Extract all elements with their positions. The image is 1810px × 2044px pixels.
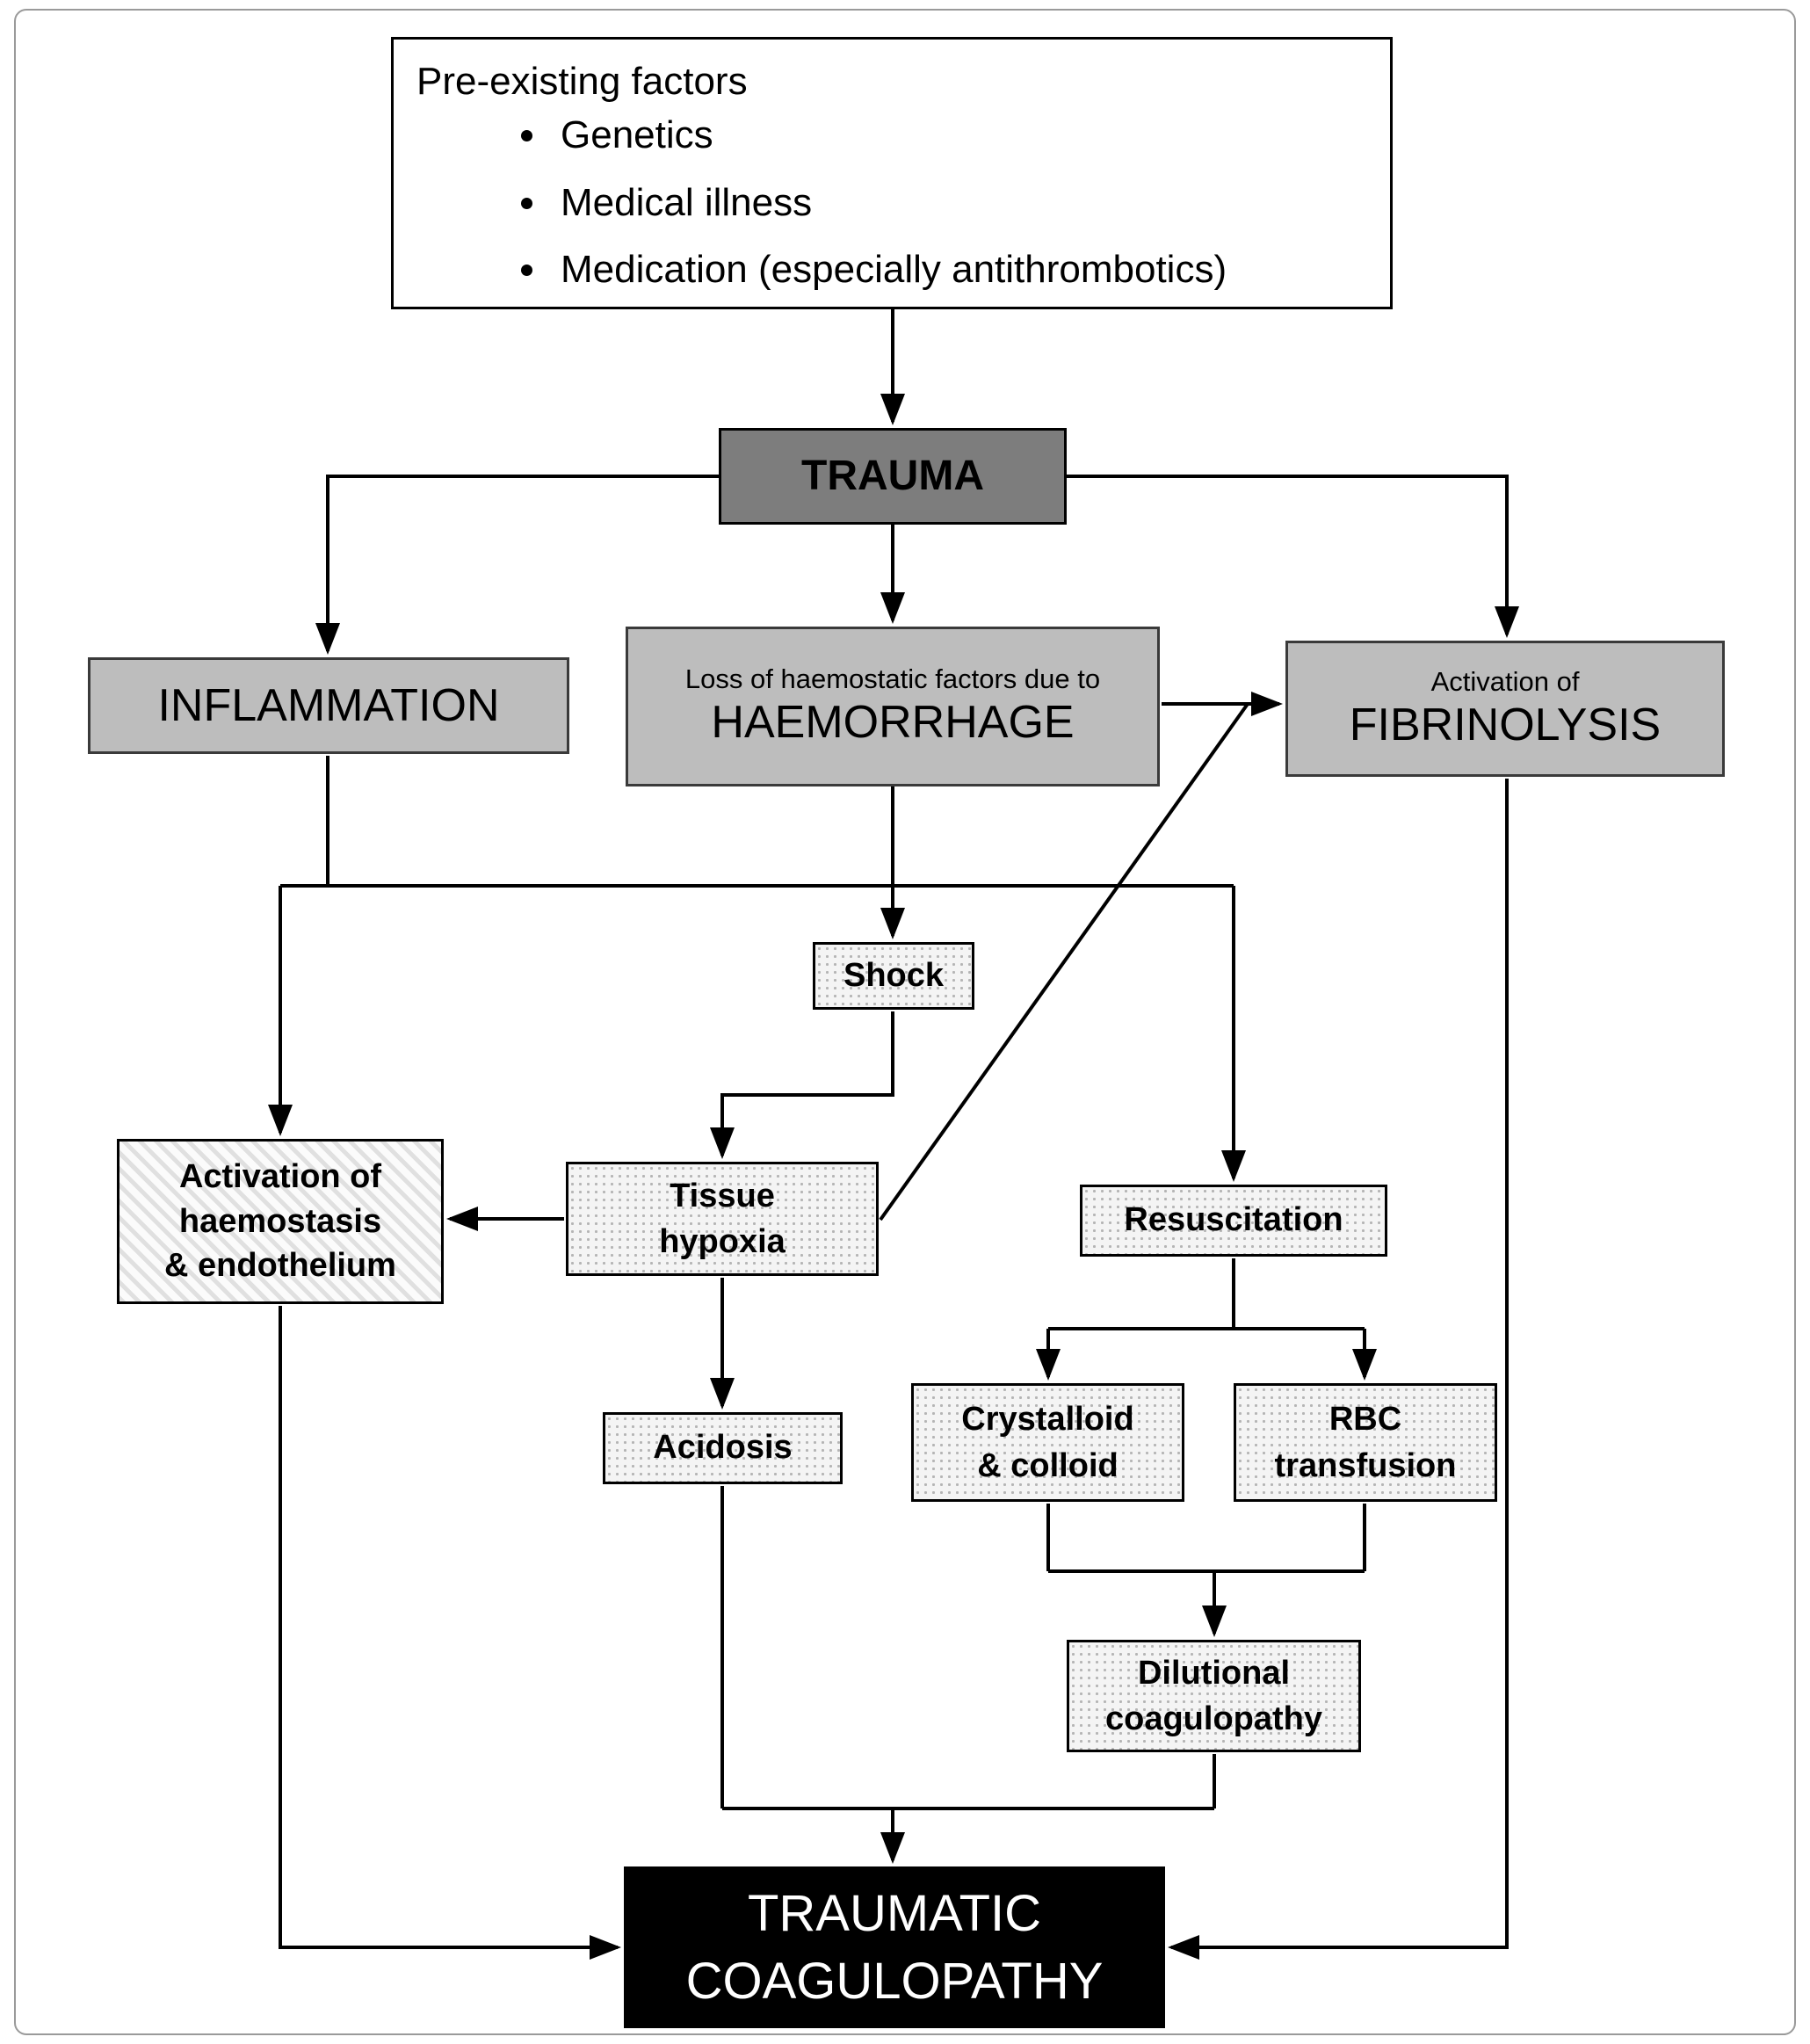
fibrinolysis-label: FIBRINOLYSIS xyxy=(1349,699,1662,750)
resuscitation-label: Resuscitation xyxy=(1124,1201,1343,1239)
traumatic-line2: COAGULOPATHY xyxy=(685,1953,1104,2010)
tissue-hypoxia-box xyxy=(566,1162,879,1276)
haemorrhage-box xyxy=(626,627,1160,786)
haemorrhage-label: HAEMORRHAGE xyxy=(711,697,1075,749)
shock-box xyxy=(813,942,974,1010)
shock-label: Shock xyxy=(843,956,945,994)
acidosis-label: Acidosis xyxy=(653,1429,793,1467)
crystalloid-line2: & colloid xyxy=(977,1446,1119,1484)
trauma-box xyxy=(719,428,1067,525)
activation-line1: Activation of xyxy=(178,1158,382,1196)
activation-haemostasis-box xyxy=(117,1139,444,1304)
inflammation-label: INFLAMMATION xyxy=(157,679,500,731)
arrow-trauma-to-fibrinolysis xyxy=(1065,476,1507,634)
crystalloid-line1: Crystalloid xyxy=(961,1401,1134,1439)
tissue-hypoxia-line1: Tissue xyxy=(670,1177,775,1214)
arrow-fibrinolysis-to-traumatic xyxy=(1171,779,1507,1947)
trauma-label: TRAUMA xyxy=(801,453,984,500)
bullet-medical-illness: • Medical illness xyxy=(550,180,1227,227)
dilutional-line2: coagulopathy xyxy=(1104,1700,1323,1737)
pre-existing-title: Pre-existing factors xyxy=(416,60,748,103)
fibrinolysis-box xyxy=(1285,641,1725,777)
pre-existing-bullet-list xyxy=(416,112,1227,315)
fibrinolysis-subtitle: Activation of xyxy=(1430,665,1580,697)
traumatic-line1: TRAUMATIC xyxy=(747,1884,1041,1942)
activation-line2: haemostasis xyxy=(178,1202,382,1240)
bullet-medication: • Medication (especially antithrombotics) xyxy=(550,247,1227,294)
pre-existing-factors-box xyxy=(391,37,1393,309)
crystalloid-colloid-box xyxy=(911,1383,1184,1502)
tissue-hypoxia-line2: hypoxia xyxy=(659,1223,786,1260)
dilutional-line1: Dilutional xyxy=(1137,1654,1291,1692)
arrow-trauma-to-inflammation xyxy=(328,476,720,651)
resuscitation-box xyxy=(1080,1185,1387,1257)
haemorrhage-subtitle: Loss of haemostatic factors due to xyxy=(684,663,1101,695)
bullet-genetics: • Genetics xyxy=(550,112,1227,159)
inflammation-box xyxy=(88,657,569,754)
arrow-activation-to-traumatic xyxy=(280,1306,618,1947)
traumatic-coagulopathy-box xyxy=(624,1866,1165,2028)
arrow-shock-to-tissue-hypoxia xyxy=(722,1011,893,1156)
rbc-line1: RBC xyxy=(1329,1401,1402,1439)
rbc-transfusion-box xyxy=(1234,1383,1497,1502)
activation-line3: & endothelium xyxy=(164,1247,396,1285)
acidosis-box xyxy=(603,1412,843,1484)
rbc-line2: transfusion xyxy=(1274,1446,1457,1484)
dilutional-coagulopathy-box xyxy=(1067,1640,1361,1752)
